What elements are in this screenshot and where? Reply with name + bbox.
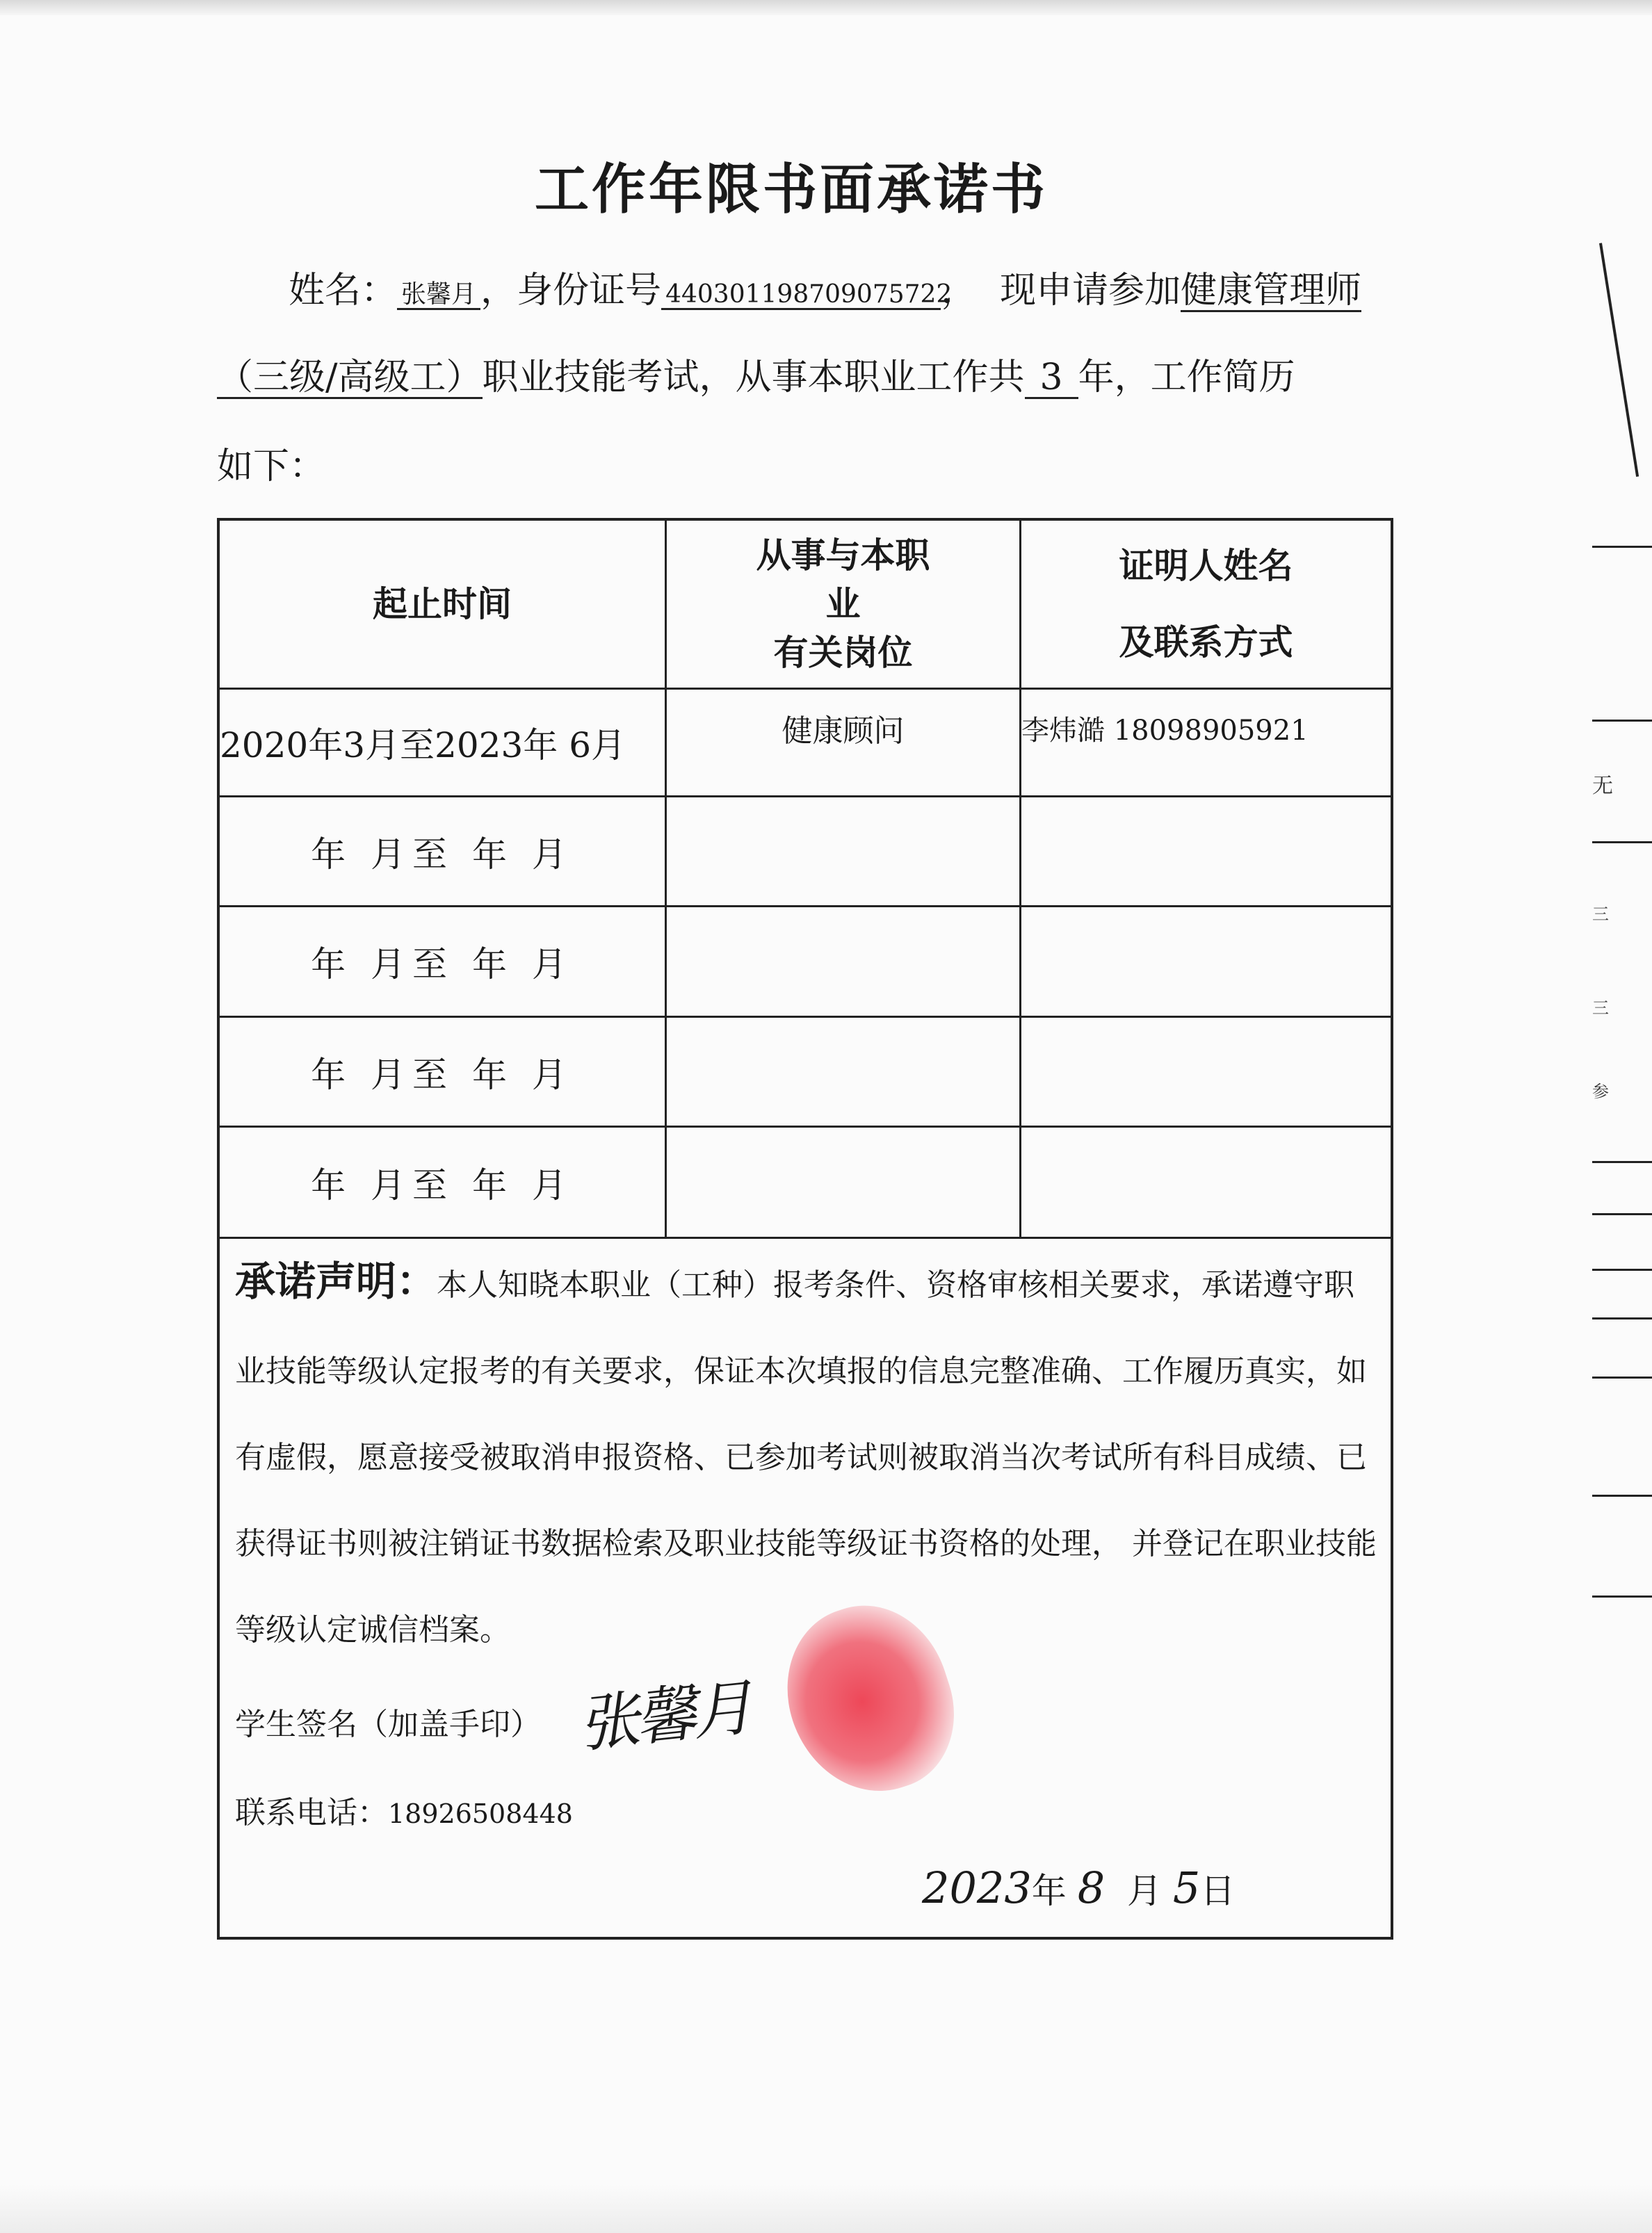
header-witness: 证明人姓名 及联系方式	[1119, 546, 1293, 663]
work-history-table	[217, 518, 1393, 1940]
signature-label: 学生签名（加盖手印）	[235, 1707, 541, 1742]
row-4-period: 年 月至 年 月	[311, 1054, 574, 1095]
row-1-witness: 李炜澔 18098905921	[1021, 714, 1309, 747]
header-position: 从事与本职 业 有关岗位	[756, 535, 930, 673]
intro-line-2	[217, 348, 1295, 400]
intro-line-1: 姓名： 张馨月 ，身份证号 440301198709075722， 现申请参加健康管理师	[289, 270, 1362, 311]
years-value: 3	[1025, 359, 1078, 399]
id-label: 身份证号	[517, 270, 662, 311]
handwritten-signature: 张馨月	[574, 1671, 753, 1761]
contact-label: 联系电话：	[235, 1795, 388, 1830]
adjacent-fragment: 三	[1592, 998, 1609, 1018]
statement-lead: 承诺声明：	[235, 1258, 437, 1305]
adjacent-rule	[1592, 841, 1652, 843]
bottom-shadow	[0, 2184, 1652, 2233]
adjacent-fragment: 三	[1592, 904, 1609, 924]
adjacent-rule	[1592, 1595, 1652, 1598]
contact-phone: 18926508448	[388, 1798, 573, 1829]
intro-line-3: 如下：	[217, 446, 326, 487]
apply-prefix: 现申请参加	[1000, 270, 1181, 311]
adjacent-page	[1592, 250, 1652, 1821]
document-title: 工作年限书面承诺书	[534, 159, 1048, 221]
exam-name-2: （三级/高级工）	[217, 357, 483, 398]
adjacent-rule	[1592, 1161, 1652, 1163]
adjacent-rule	[1592, 546, 1652, 548]
row-1-period: 2020年3月至2023年 6月	[220, 725, 626, 765]
years-suffix: 年，工作简历	[1078, 357, 1295, 398]
date-month: 8	[1077, 1862, 1106, 1913]
contact-row	[235, 1787, 573, 1832]
row-2-period: 年 月至 年 月	[311, 834, 574, 875]
adjacent-fragment: 参	[1592, 1082, 1609, 1101]
adjacent-fragment: 无	[1592, 774, 1613, 798]
exam-suffix: 职业技能考试，从事本职业工作共	[482, 357, 1025, 398]
row-5-period: 年 月至 年 月	[311, 1164, 574, 1205]
exam-name-1: 健康管理师	[1181, 270, 1362, 311]
date-day: 5	[1172, 1862, 1201, 1913]
adjacent-rule	[1592, 1495, 1652, 1497]
adjacent-rule	[1592, 1317, 1652, 1320]
adjacent-rule	[1592, 720, 1652, 722]
date-year: 2023	[922, 1862, 1032, 1913]
signature-row	[235, 1699, 541, 1744]
adjacent-rule	[1592, 1377, 1652, 1379]
header-period: 起止时间	[373, 584, 512, 624]
date-row: 2023年 8 月 5日	[922, 1862, 1236, 1913]
row-3-period: 年 月至 年 月	[311, 944, 574, 984]
top-edge	[0, 0, 1652, 15]
statement-body: 本人知晓本职业（工种）报考条件、资格审核相关要求，承诺遵守职业技能等级认定报考的有关要求，保证本次填报的信息完整准确、工作履历真实，如有虚假，愿意接受被取消申报资格、已参加考试则被取消当次考试所有科目成绩、已获得证书则被注销证书数据检索及职业技能等级证书资格的处理， 并登记在职业技能等级认定诚信档案。	[235, 1267, 1377, 1648]
adjacent-rule	[1592, 1269, 1652, 1271]
name-label: 姓名	[289, 270, 362, 311]
adjacent-rule	[1592, 1213, 1652, 1215]
commitment-statement	[235, 1238, 1384, 1673]
name-value: 张馨月	[397, 282, 480, 310]
row-1-position: 健康顾问	[782, 713, 905, 749]
id-value: 440301198709075722	[661, 282, 941, 310]
